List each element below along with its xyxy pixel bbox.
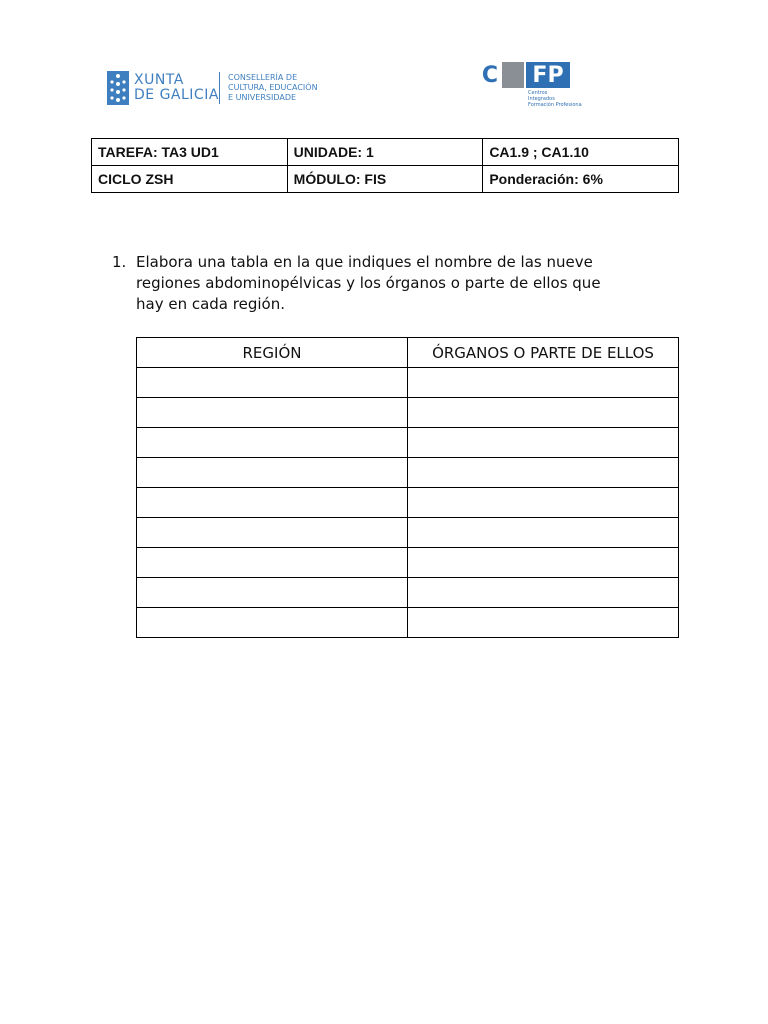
- region-cell[interactable]: [137, 458, 408, 488]
- xunta-dept-line2: CULTURA, EDUCACIÓN: [228, 83, 318, 92]
- region-cell[interactable]: [137, 428, 408, 458]
- region-cell[interactable]: [137, 368, 408, 398]
- cifp-letters: [480, 62, 570, 88]
- organs-cell[interactable]: [408, 518, 679, 548]
- answer-table-header: [137, 338, 679, 368]
- xunta-name: [134, 73, 219, 103]
- answer-table-body: [137, 368, 679, 638]
- cifp-sub-line3: Formación Profesiona: [528, 102, 582, 108]
- region-cell[interactable]: [137, 578, 408, 608]
- question-line3: hay en cada región.: [136, 295, 285, 313]
- region-cell[interactable]: [137, 548, 408, 578]
- xunta-divider: [219, 72, 220, 104]
- region-cell[interactable]: [137, 398, 408, 428]
- question-text: [136, 252, 612, 315]
- organs-cell[interactable]: [408, 548, 679, 578]
- organs-cell[interactable]: [408, 488, 679, 518]
- organs-cell[interactable]: [408, 578, 679, 608]
- ciclo-cell: CICLO ZSH: [92, 166, 288, 193]
- answer-row: [137, 398, 679, 428]
- question-line1: Elabora una tabla en la que indiques el nombre de las nueve: [136, 253, 593, 271]
- modulo-cell: MÓDULO: FIS: [287, 166, 483, 193]
- answer-row: [137, 368, 679, 398]
- region-cell[interactable]: [137, 488, 408, 518]
- organs-cell[interactable]: [408, 368, 679, 398]
- cifp-letter-c: C: [481, 62, 499, 88]
- question-line2: regiones abdominopélvicas y los órganos o parte de ellos que: [136, 274, 601, 292]
- answer-row: [137, 548, 679, 578]
- cifp-subtitle: [528, 90, 582, 108]
- xunta-dept-line1: CONSELLERÍA DE: [228, 73, 298, 82]
- task-info-row: [92, 139, 679, 166]
- xunta-dept-line3: E UNIVERSIDADE: [228, 93, 297, 102]
- ca-cell: CA1.9 ; CA1.10: [483, 139, 679, 166]
- answer-row: [137, 578, 679, 608]
- cifp-sub-line1: Centros: [528, 90, 548, 96]
- unidade-cell: UNIDADE: 1: [287, 139, 483, 166]
- task-info-table: [91, 138, 679, 193]
- cifp-logo: [480, 62, 600, 112]
- answer-table: [136, 337, 679, 638]
- xunta-name-line2: DE GALICIA: [134, 87, 219, 103]
- tarefa-cell: TAREFA: TA3 UD1: [92, 139, 288, 166]
- answer-row: [137, 428, 679, 458]
- column-header-region: REGIÓN: [137, 338, 408, 368]
- organs-cell[interactable]: [408, 608, 679, 638]
- organs-cell[interactable]: [408, 458, 679, 488]
- task-info-row: [92, 166, 679, 193]
- organs-cell[interactable]: [408, 428, 679, 458]
- xunta-department: [228, 73, 318, 103]
- answer-row: [137, 518, 679, 548]
- answer-row: [137, 608, 679, 638]
- region-cell[interactable]: [137, 518, 408, 548]
- xunta-emblem-icon: [107, 71, 129, 105]
- cifp-letter-i: I: [502, 62, 524, 88]
- organs-cell[interactable]: [408, 398, 679, 428]
- xunta-de-galicia-logo: [107, 70, 327, 108]
- answer-row: [137, 458, 679, 488]
- cifp-letters-fp: FP: [526, 62, 570, 88]
- xunta-name-line1: XUNTA: [134, 72, 184, 88]
- region-cell[interactable]: [137, 608, 408, 638]
- column-header-organs: ÓRGANOS O PARTE DE ELLOS: [408, 338, 679, 368]
- question-number: 1.: [112, 253, 127, 271]
- answer-row: [137, 488, 679, 518]
- cifp-sub-line2: Integrados: [528, 96, 555, 102]
- ponderacion-cell: Ponderación: 6%: [483, 166, 679, 193]
